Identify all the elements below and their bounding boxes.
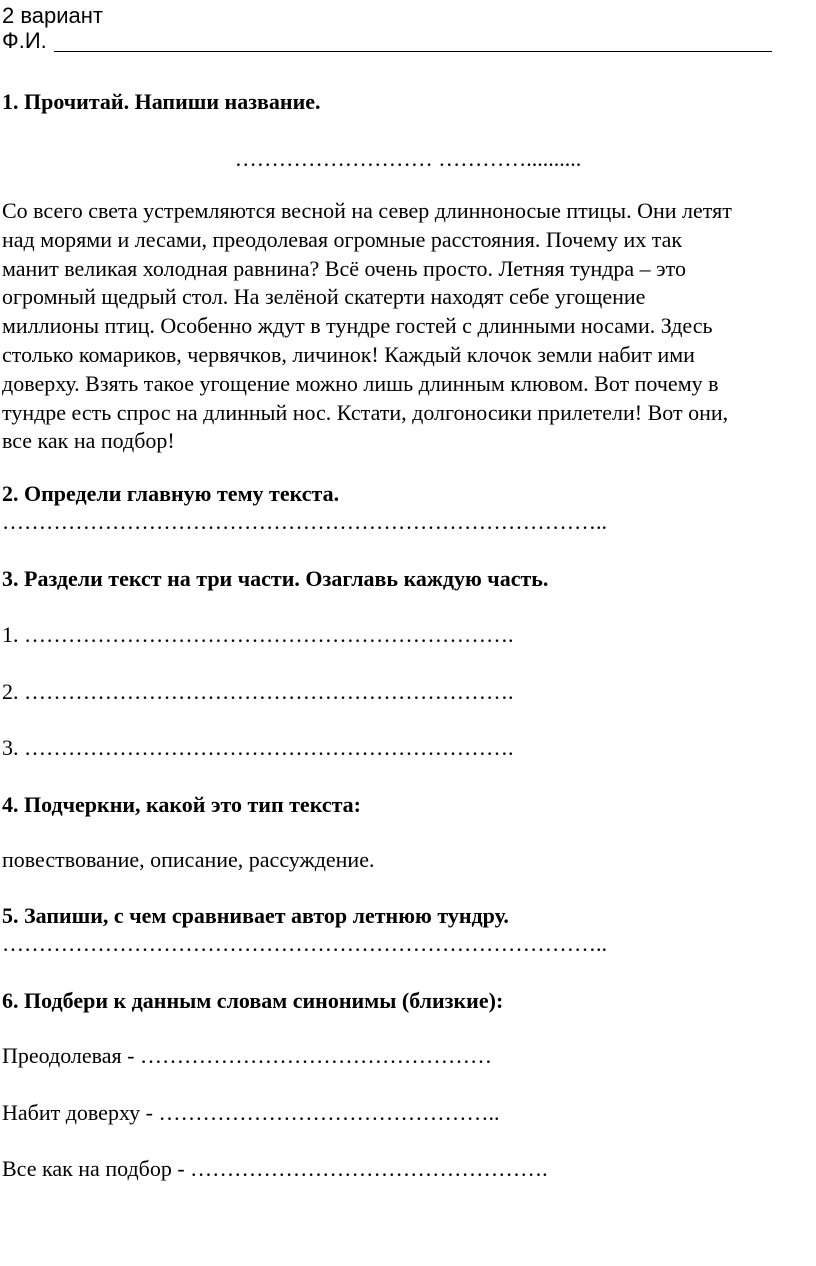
synonym-item-2: Набит доверху - ……………………………………….. (2, 1100, 500, 1125)
task6-heading: 6. Подбери к данным словам синонимы (близкие): (2, 988, 504, 1013)
variant-label: 2 вариант (2, 3, 104, 28)
task3-item-2: 2. …………………………………………………………. (2, 679, 514, 704)
fio-label: Ф.И. (2, 28, 47, 53)
fio-row (2, 28, 772, 54)
synonym-item-3: Все как на подбор - …………………………………………. (2, 1156, 548, 1181)
text-line: доверху. Взять такое угощение можно лишь длинным клювом. Вот почему в (2, 370, 719, 396)
task3-item-3: 3. …………………………………………………………. (2, 735, 514, 760)
task4-heading: 4. Подчеркни, какой это тип текста: (2, 792, 361, 817)
task1-heading: 1. Прочитай. Напиши название. (2, 89, 321, 114)
task3-item-1: 1. …………………………………………………………. (2, 622, 514, 647)
text-type-options: повествование, описание, рассуждение. (2, 847, 375, 872)
text-line: манит великая холодная равнина? Всё очень просто. Летняя тундра – это (2, 255, 686, 281)
text-line: над морями и лесами, преодолевая огромные расстояния. Почему их так (2, 226, 683, 252)
text-line: огромный щедрый стол. На зелёной скатерти находят себе угощение (2, 284, 646, 310)
title-blank: ……………………… ………….......... (234, 146, 582, 171)
task2-heading: 2. Определи главную тему текста. (2, 481, 340, 506)
task3-heading: 3. Раздели текст на три части. Озаглавь каждую часть. (2, 566, 549, 591)
synonym-item-1: Преодолевая - ………………………………………… (2, 1043, 492, 1068)
task5-heading: 5. Запиши, с чем сравнивает автор летнюю тундру. (2, 903, 509, 928)
fio-underline (54, 51, 772, 52)
text-line: Со всего света устремляются весной на север длинноносые птицы. Они летят (2, 198, 732, 223)
task5-answer-line: ……………………………………………………………………….. (2, 931, 607, 956)
text-line: тундре есть спрос на длинный нос. Кстати, долгоносики прилетели! Вот они, (2, 399, 729, 425)
task2-answer-line: ……………………………………………………………………….. (2, 509, 607, 534)
text-line: миллионы птиц. Особенно ждут в тундре гостей с длинными носами. Здесь (2, 313, 713, 339)
reading-text (2, 197, 814, 456)
text-line: все как на подбор! (2, 428, 175, 454)
text-line: столько комариков, червячков, личинок! Каждый клочок земли набит ими (2, 341, 695, 367)
